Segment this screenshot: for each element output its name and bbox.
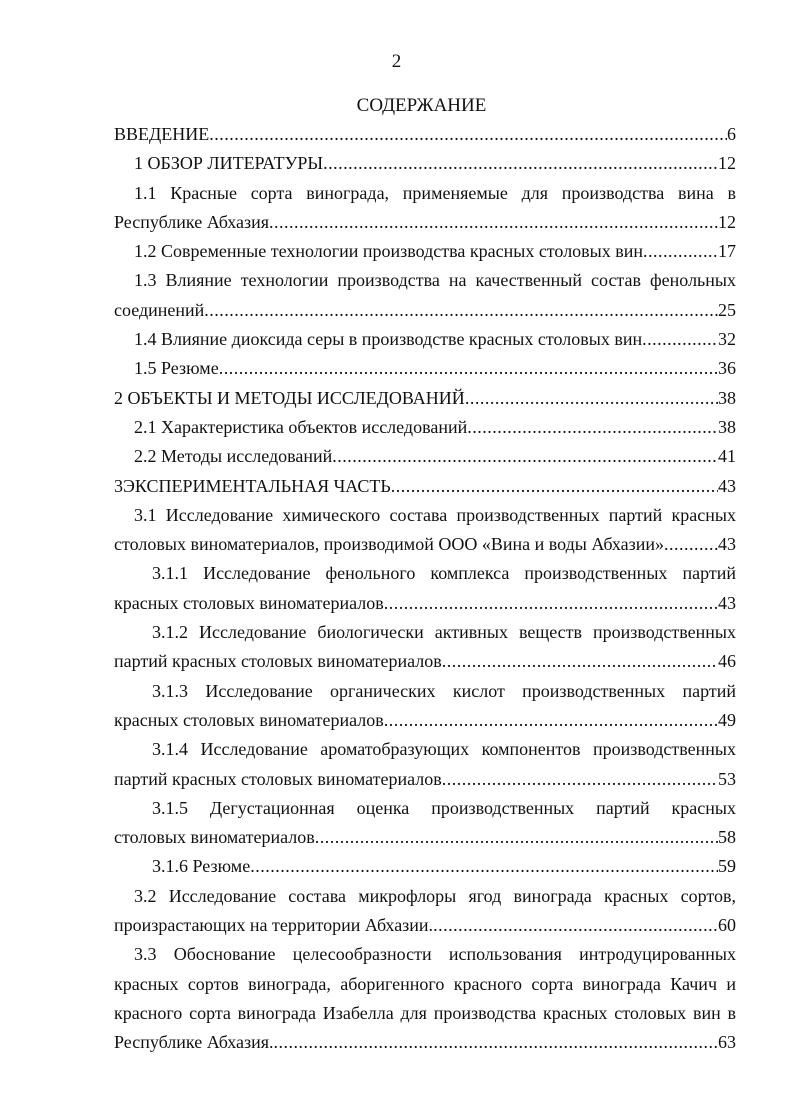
toc-page-number: 12 (718, 153, 736, 174)
toc-entry-1-2[interactable] (114, 237, 736, 266)
leader-dots (323, 149, 718, 178)
toc-page-number: 63 (718, 1032, 736, 1053)
toc-entry-title-line: 3.1.1 Исследование фенольного комплекса производственных партий (152, 563, 736, 584)
toc-entry-1-4[interactable] (114, 325, 736, 354)
toc-entry-title-line: Республике Абхазия. (114, 1032, 274, 1053)
toc-entry-title-line: 3.1.3 Исследование органических кислот производственных партий (152, 680, 736, 701)
toc-entry-title: 1.2 Современные технологии производства красных столовых вин (134, 241, 644, 262)
toc-page-number: 60 (718, 915, 736, 936)
toc-entry-title-line: столовых виноматериалов, производимой ООО «Вина и воды Абхазии» (114, 534, 665, 555)
toc-entry-3-1-1[interactable] (114, 559, 736, 618)
toc-entry-title-line: 3.1.5 Дегустационная оценка производственных партий красных (152, 797, 736, 818)
toc-entry-title: 3ЭКСПЕРИМЕНТАЛЬНАЯ ЧАСТЬ (114, 475, 391, 496)
toc-page-number: 59 (718, 856, 736, 877)
toc-entry-title: ВВЕДЕНИЕ (114, 124, 210, 144)
leader-dots (442, 765, 718, 794)
toc-entry-2-2[interactable] (114, 442, 736, 471)
toc-entry-intro[interactable] (114, 120, 736, 149)
toc-entry-title-line: произрастающих на территории Абхазии. (114, 915, 434, 936)
toc-page-number: 43 (718, 592, 736, 613)
toc-page-number: 49 (718, 709, 736, 730)
leader-dots (643, 237, 718, 266)
toc-page-number: 25 (718, 299, 736, 320)
leader-dots (332, 442, 718, 471)
toc-title: СОДЕРЖАНИЕ (356, 95, 487, 116)
toc-page-number: 32 (718, 329, 736, 350)
toc-entry-title-line: столовых виноматериалов (114, 827, 315, 848)
toc-page-number: 38 (718, 416, 736, 437)
toc-page-number: 41 (718, 446, 736, 467)
toc-entry-title-line: красных столовых виноматериалов (114, 592, 384, 613)
leader-dots (269, 208, 718, 237)
toc-entry-3-1-2[interactable] (114, 618, 736, 677)
toc-entry-section-1[interactable] (114, 149, 736, 178)
leader-dots (219, 354, 718, 383)
toc-page-number: 12 (718, 211, 736, 232)
toc-entry-3-1-6[interactable] (114, 852, 736, 881)
toc-entry-title-line: красных столовых виноматериалов (114, 709, 384, 730)
page-number: 2 (391, 51, 402, 72)
toc-page-number: 38 (718, 387, 736, 408)
toc-page-number: 6 (727, 124, 736, 144)
leader-dots (204, 296, 718, 325)
toc-entry-3-1-3[interactable] (114, 677, 736, 736)
leader-dots (384, 706, 718, 735)
toc-entry-title-line: 1.1 Красные сорта винограда, применяемые для производства вина в (134, 182, 736, 203)
toc-entry-title-line: красного сорта винограда Изабелла для производства красных столовых вин в (114, 1002, 736, 1023)
toc-entry-3-3[interactable] (114, 940, 736, 1057)
toc-page-number: 43 (718, 534, 736, 555)
toc-entry-3-1[interactable] (114, 501, 736, 560)
leader-dots (274, 1028, 718, 1057)
toc-entry-title: 2.2 Методы исследований (134, 446, 333, 467)
toc-entry-title-line: красных сортов винограда, аборигенного красного сорта винограда Качич и (114, 973, 736, 994)
toc-page-number: 58 (718, 827, 736, 848)
leader-dots (465, 384, 718, 413)
leader-dots (384, 589, 718, 618)
toc-entry-title: 1.4 Влияние диоксида серы в производстве красных столовых вин (134, 329, 643, 350)
toc-entry-1-3[interactable] (114, 266, 736, 325)
toc-entry-title: 3.1.6 Резюме (152, 856, 251, 877)
toc-entry-title: 1.5 Резюме (134, 358, 219, 379)
table-of-contents (114, 120, 736, 1058)
toc-entry-1-5[interactable] (114, 354, 736, 383)
leader-dots (642, 325, 718, 354)
toc-entry-title-line: партий красных столовых виноматериалов (114, 651, 442, 672)
toc-page-number: 36 (718, 358, 736, 379)
toc-entry-section-2[interactable] (114, 384, 736, 413)
toc-entry-3-1-4[interactable] (114, 735, 736, 794)
leader-dots (315, 823, 718, 852)
toc-entry-title-line: 1.3 Влияние технологии производства на качественный состав фенольных (134, 270, 736, 291)
toc-entry-title-line: 3.1.2 Исследование биологически активных веществ производственных (152, 622, 736, 643)
toc-entry-2-1[interactable] (114, 413, 736, 442)
toc-entry-3-2[interactable] (114, 882, 736, 941)
toc-page-number: 46 (718, 651, 736, 672)
toc-page-number: 53 (718, 768, 736, 789)
toc-entry-section-3[interactable] (114, 472, 736, 501)
toc-entry-title-line: партий красных столовых виноматериалов (114, 768, 442, 789)
leader-dots (209, 120, 727, 149)
toc-entry-title-line: 3.3 Обоснование целесообразности использования интродуцированных (134, 944, 736, 965)
toc-entry-title: 2 ОБЪЕКТЫ И МЕТОДЫ ИССЛЕДОВАНИЙ (114, 387, 465, 408)
toc-entry-3-1-5[interactable] (114, 794, 736, 853)
toc-entry-title: 2.1 Характеристика объектов исследований (134, 416, 468, 437)
leader-dots (250, 852, 718, 881)
toc-page-number: 43 (718, 475, 736, 496)
toc-entry-title: 1 ОБЗОР ЛИТЕРАТУРЫ (134, 153, 324, 174)
toc-entry-title-line: 3.1 Исследование химического состава производственных партий красных (134, 504, 736, 525)
leader-dots (433, 911, 718, 940)
toc-entry-title-line: 3.1.4 Исследование ароматобразующих компонентов производственных (152, 739, 736, 760)
toc-entry-1-1[interactable] (114, 179, 736, 238)
toc-page-number: 17 (718, 241, 736, 262)
leader-dots (467, 413, 718, 442)
toc-entry-title-line: Республике Абхазия (114, 211, 270, 232)
toc-entry-title-line: соединений (114, 299, 205, 320)
leader-dots (391, 472, 718, 501)
toc-entry-title-line: 3.2 Исследование состава микрофлоры ягод винограда красных сортов, (134, 885, 736, 906)
leader-dots (442, 647, 718, 676)
leader-dots (664, 530, 718, 559)
